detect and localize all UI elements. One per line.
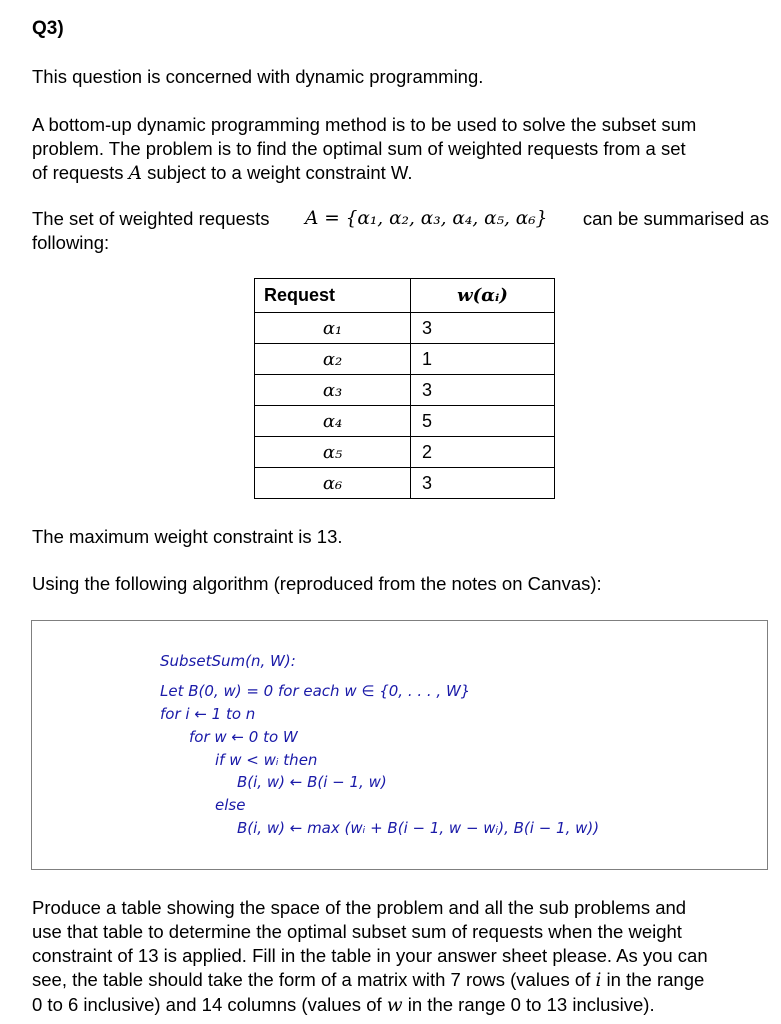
task-description (32, 896, 769, 1018)
algorithm-box (31, 620, 768, 870)
problem-line-3: of requests A subject to a weight constraint W. (32, 162, 413, 184)
algorithm-intro: Using the following algorithm (reproduced from the notes on Canvas): (32, 573, 602, 594)
request-cell: α₁ (255, 313, 411, 344)
request-cell: α₃ (255, 375, 411, 406)
table-row (255, 406, 555, 437)
task-line-3: constraint of 13 is applied. Fill in the table in your answer sheet please. As you can (32, 945, 708, 966)
algorithm-line-8: B(i, w) ← max (wᵢ + B(i − 1, w − wᵢ), B(i − 1, w)) (237, 819, 600, 837)
request-cell: α₆ (255, 468, 411, 499)
table-row (255, 313, 555, 344)
question-label: Q3) (32, 18, 64, 39)
weight-cell: 3 (411, 375, 555, 406)
max-weight-text: The maximum weight constraint is 13. (32, 526, 343, 547)
intro-text: This question is concerned with dynamic programming. (32, 66, 484, 87)
table-row (255, 344, 555, 375)
table-row (255, 468, 555, 499)
task-line-2: use that table to determine the optimal subset sum of requests when the weight (32, 921, 682, 942)
weight-cell: 3 (411, 313, 555, 344)
algorithm-line-3: for i ← 1 to n (160, 705, 256, 723)
task-line-4: see, the table should take the form of a matrix with 7 rows (values of i in the range (32, 969, 705, 991)
task-line-1: Produce a table showing the space of the problem and all the sub problems and (32, 897, 687, 918)
header-request: Request (255, 279, 411, 313)
request-weight-table (254, 278, 555, 499)
weight-cell: 2 (411, 437, 555, 468)
problem-description (32, 113, 769, 186)
weight-cell: 1 (411, 344, 555, 375)
weight-cell: 3 (411, 468, 555, 499)
task-line-5: 0 to 6 inclusive) and 14 columns (values of w in the range 0 to 13 inclusive). (32, 994, 655, 1016)
request-set-line-2: following: (32, 232, 110, 253)
table-row (255, 375, 555, 406)
weight-cell: 5 (411, 406, 555, 437)
request-set-description (32, 207, 769, 255)
request-set-line-1: The set of weighted requests A = {α₁, α₂, α₃, α₄, α₅, α₆} can be summarised as (32, 208, 769, 229)
header-weight: w(αᵢ) (411, 279, 555, 313)
algorithm-line-1: SubsetSum(n, W): (160, 652, 296, 670)
request-cell: α₅ (255, 437, 411, 468)
algorithm-line-5: if w < wᵢ then (215, 751, 318, 769)
request-cell: α₄ (255, 406, 411, 437)
request-set-formula: A = {α₁, α₂, α₃, α₄, α₅, α₆} (305, 208, 548, 229)
algorithm-line-7: else (215, 796, 246, 814)
table-header-row (255, 279, 555, 313)
table-row (255, 437, 555, 468)
algorithm-line-2: Let B(0, w) = 0 for each w ∈ {0, . . . , W} (160, 682, 471, 700)
request-cell: α₂ (255, 344, 411, 375)
algorithm-line-6: B(i, w) ← B(i − 1, w) (237, 773, 387, 791)
algorithm-line-4: for w ← 0 to W (189, 728, 298, 746)
problem-line-1: A bottom-up dynamic programming method is to be used to solve the subset sum (32, 114, 697, 135)
problem-line-2: problem. The problem is to find the optimal sum of weighted requests from a set (32, 138, 686, 159)
